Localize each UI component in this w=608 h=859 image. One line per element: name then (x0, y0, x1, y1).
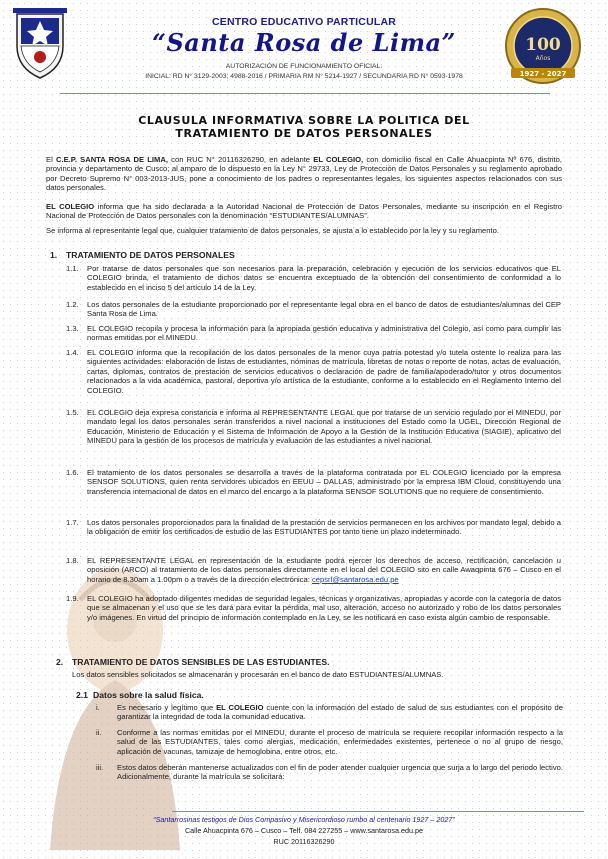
item-2-ii-number: ii. (96, 728, 102, 737)
seal-number: 100 (525, 35, 561, 55)
item-1-5-number: 1.5. (66, 408, 79, 417)
letterhead (0, 0, 608, 92)
section-1-title: TRATAMIENTO DE DATOS PERSONALES (66, 250, 235, 260)
school-type: CENTRO EDUCATIVO PARTICULAR (211, 16, 397, 28)
seal-label: Años (535, 55, 551, 62)
document-title-line2: TRATAMIENTO DE DATOS PERSONALES (175, 127, 433, 140)
resolution-numbers: INICIAL: RD N° 3129-2003; 4988-2016 / PRIMARIA RM N° 5214-1927 / SECUNDARIA RD N° 0593-1978 (145, 73, 463, 80)
item-1-2-number: 1.2. (66, 300, 79, 309)
header-divider (60, 93, 550, 94)
item-1-5-text: EL COLEGIO deja expresa constancia e informa al REPRESENTANTE LEGAL que por tratarse de un servicio regulado por el MINEDU, por mandato legal los datos personales serán transferidos a nivel nacional a instituciones del Estado como la UGEL, Dirección Regional de Educación, Ministerio de Educación y el Sistema de Información de Apoyo a la Gestión de la Institución Educativa (SIAGIE), aplicativo del MINEDU para la gestión de los procesos de matrícula y evaluación de las estudiantes a nivel nacional. (87, 408, 561, 446)
centenary-seal-icon (503, 6, 583, 86)
item-2-iii-text: Estos datos deberán mantenerse actualizados con el fin de poder atender cualquier urgencia que surja a lo largo del periodo lectivo. Adicionalmente, durante la matrícula se solicitará: (117, 763, 563, 782)
item-1-8-text: EL REPRESENTANTE LEGAL en representación de la estudiante podrá ejercer los derechos de acceso, rectificación, cancelación u oposición (ARCO) al tratamiento de los datos personales directamente en el local del COLEGIO sito en calle Awaqpinta 676 – Cusco en el horario de 8.30am a 1.00pm o a través de la dirección electrónica: cepsrl@santarosa.edu.pe (87, 556, 561, 584)
item-1-1-number: 1.1. (66, 264, 79, 273)
item-1-9-text: EL COLEGIO ha adoptado diligentes medidas de seguridad legales, técnicas y organizativas, apropiadas y acorde con la categoría de datos que se almacenan y el uso que se les dará para evitar la pérdida, mal uso, alteración, acceso no autorizado y robo de los datos personales y/o imágenes. En virtud del principio de información contemplado en la Ley, se les notificará en caso exista algún cambio de responsable. (87, 594, 561, 622)
footer-motto: “Santarrosinas testigos de Dios Compasivo y Misericordioso rumbo al centenario 1927 – 2027” (153, 815, 455, 824)
item-1-9-number: 1.9. (66, 594, 79, 603)
item-1-4-text: EL COLEGIO informa que la recopilación de los datos personales de la menor cuya patria potestad y/o tutela ostente lo realiza para las siguientes actividades: elaboración de listas de estudiantes, nóminas de matrícula, libretas de notas o reporte de notas, actas de evaluación, cartas, diplomas, contratos de prestación de servicios educativos o declaración de padre de familia/apoderado/tutor y otros documentos relacionados a la vida académica, pastoral, deportiva y/o artística de la estudiante, conforme a lo establecido en el Reglamento Interno del COLEGIO. (87, 348, 561, 395)
section-2-intro: Los datos sensibles solicitados se almacenarán y procesarán en el banco de dato ESTUDIANTES/ALUMNAS. (72, 670, 444, 679)
footer-ruc: RUC 20116326290 (273, 837, 335, 846)
section-1-number: 1. (50, 250, 58, 260)
subsection-2-1-title: Datos sobre la salud física. (93, 690, 204, 700)
item-1-7-text: Los datos personales proporcionados para la finalidad de la prestación de servicios permanecen en los archivos por mandato legal, debido a la obligación de emitir los certificados de estudio de las ESTUDIANTES por tanto tiene un plazo indeterminado. (87, 518, 561, 537)
item-1-4-number: 1.4. (66, 348, 79, 357)
item-1-8-number: 1.8. (66, 556, 79, 565)
contact-email-link[interactable]: cepsrl@santarosa.edu.pe (312, 574, 399, 584)
item-1-3-number: 1.3. (66, 324, 79, 333)
section-2-title: TRATAMIENTO DE DATOS SENSIBLES DE LAS ESTUDIANTES. (72, 657, 330, 667)
intro-paragraph-3: Se informa al representante legal que, cualquier tratamiento de datos personales, se ajusta a lo establecido por la ley y su reglamento. (46, 226, 499, 235)
item-2-ii-text: Conforme a las normas emitidas por el MINEDU, durante el proceso de matrícula se requiere recopilar información respecto a la salud de las ESTUDIANTES, tales como alergias, medicación, enfermedades existentes, pertenece o no al grupo de riesgo, aplicación de vacunas, tamizaje de hemoglobina, entre otros, etc. (117, 728, 563, 756)
item-1-6-text: El tratamiento de los datos personales se desarrolla a través de la plataforma contratada por EL COLEGIO licenciado por la empresa SENSOF SOLUTIONS, quien renta servidores ubicados en EEUU – DALLAS, administrado por la empresa IBM Cloud, constituyendo una transferencia internacional de datos en el marco del encargo a la plataforma SENSOF SOLUTIONS que no requiere de consentimiento. (87, 468, 561, 496)
footer-address: Calle Ahuacpinta 676 – Cusco – Telf. 084 227255 – www.santarosa.edu.pe (184, 826, 424, 835)
section-2-number: 2. (56, 657, 64, 667)
item-1-7-number: 1.7. (66, 518, 79, 527)
item-1-6-number: 1.6. (66, 468, 79, 477)
item-1-3-text: EL COLEGIO recopila y procesa la información para la apropiada gestión educativa y administrativa del Colegio, así como para cumplir las normas emitidas por el MINEDU. (87, 324, 561, 343)
intro-paragraph-2: EL COLEGIO informa que ha sido declarada a la Autoridad Nacional de Protección de Datos Personales, mediante su inscripción en el Registro Nacional de Protección de Datos personales con la denominación “ESTUDIANTES/ALUMNAS”. (46, 202, 562, 221)
item-2-i-text: Es necesario y legítimo que EL COLEGIO cuente con la información del estado de salud de sus estudiantes con el propósito de garantizar la integridad de toda la comunidad educativa. (117, 703, 563, 722)
item-1-1-text: Por tratarse de datos personales que son necesarios para la preparación, celebración y ejecución de los servicios educativos que EL COLEGIO brinda, el tratamiento de dichos datos se encuentra exceptuado de la obtención del consentimiento de conformidad a lo establecido en el inciso 5 del artículo 14 de la Ley. (87, 264, 561, 292)
seal-years: 1927 - 2027 (519, 70, 567, 78)
item-2-i-number: i. (96, 703, 100, 712)
authorization-label: AUTORIZACIÓN DE FUNCIONAMIENTO OFICIAL: (225, 63, 383, 70)
item-1-2-text: Los datos personales de la estudiante proporcionado por el representante legal obra en el banco de datos de estudiantes/alumnas del CEP Santa Rosa de Lima. (87, 300, 561, 319)
school-name: “Santa Rosa de Lima” (152, 28, 456, 57)
item-2-iii-number: iii. (96, 763, 104, 772)
subsection-2-1-number: 2.1 (76, 690, 88, 700)
document-title-line1: CLAUSULA INFORMATIVA SOBRE LA POLITICA DEL (138, 114, 470, 127)
intro-paragraph-1: El C.E.P. SANTA ROSA DE LIMA, con RUC N° 20116326290, en adelante EL COLEGIO, con domicilio fiscal en Calle Ahuacpinta Nº 676, distrito, provincia y departamento de Cusco; al amparo de lo dispuesto en la Ley N° 29733, Ley de Protección de Datos Personales y su reglamento aprobado por Decreto Supremo N° 003-2013-JUS, pone a conocimiento de los padres o representantes legales, los siguientes aspectos relacionados con sus datos personales. (46, 155, 562, 193)
